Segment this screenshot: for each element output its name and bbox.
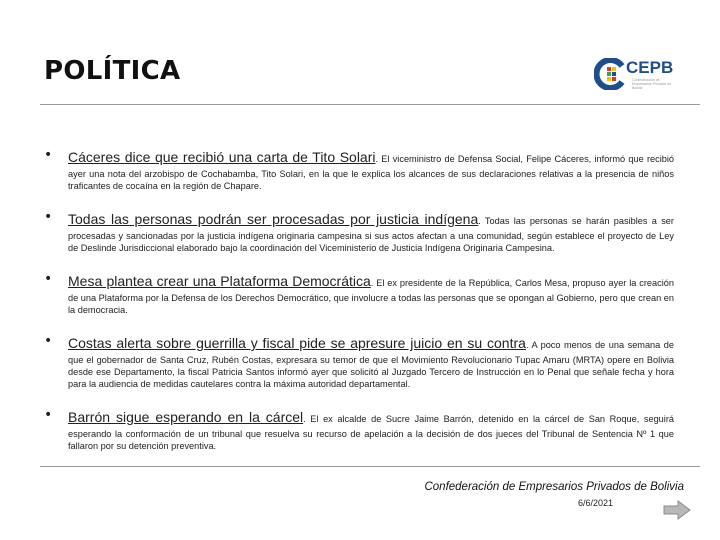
next-slide-arrow-icon[interactable] [662,500,692,520]
news-paragraph [68,332,674,390]
news-item [44,270,674,316]
bullet-icon: • [44,333,53,349]
news-body: . A poco menos de una semana de que el gobernador de Santa Cruz, Rubén Costas, expresara su temor de que el Movimiento Revolucionario Tupac Amaru (MRTA) opere en Bolivia desde ese Departamento, la fiscal Patricia Santos informó ayer que solicitó al Juzgado Tercero de Instrucción en lo Penal que señale fecha y hora para la audiencia de medidas cautelares contra la máxima autoridad departamental. [68,340,674,389]
news-headline-link[interactable]: Todas las personas podrán ser procesadas por justicia indígena [68,211,479,227]
page-title: POLÍTICA [44,56,181,86]
bullet-icon: • [44,147,53,163]
news-body: . El ex presidente de la República, Carlos Mesa, propuso ayer la creación de una Plataforma por la Defensa de los Derechos Democrático, que involucre a todas las personas que se opongan al Gobierno, pero que crean en la democracia. [68,278,674,315]
footer-date: 6/6/2021 [578,498,614,508]
bullet-icon: • [44,209,53,225]
news-headline-link[interactable]: Cáceres dice que recibió una carta de Tito Solari [68,149,376,165]
news-paragraph [68,146,674,192]
news-paragraph [68,406,674,452]
news-item [44,406,674,452]
news-body: . El viceministro de Defensa Social, Felipe Cáceres, informó que recibió ayer una nota del arzobispo de Cochabamba, Tito Solari, en la que le explica los alcances de sus declaraciones relativas a la presencia de niños traficantes de cocaína en la región de Chapare. [68,154,675,191]
news-list [44,146,674,468]
logo-text: CEPB [626,58,674,77]
logo-subtitle: Confederación de Empresarios Privados de Bolivia [632,78,672,90]
news-headline-link[interactable]: Barrón sigue esperando en la cárcel [68,409,304,425]
news-paragraph [68,270,674,316]
news-item [44,208,674,254]
cepb-logo [594,56,676,92]
news-paragraph [68,208,674,254]
header-divider [40,104,700,105]
news-item [44,146,674,192]
footer-divider [40,466,700,467]
news-body: . El ex alcalde de Sucre Jaime Barrón, detenido en la cárcel de San Roque, seguirá esperando la conformación de un tribunal que resuelva su recurso de apelación a la decisión de dos jueces del Tribunal de Sentencia Nº 1 que fallaron por su detención preventiva. [68,414,674,451]
bullet-icon: • [44,271,53,287]
cepb-logo-icon [594,58,626,90]
news-body: . Todas las personas se harán pasibles a ser procesadas y sancionadas por la justicia indígena originaria campesina si sus actos afectan a una comunidad, según establece el proyecto de Ley de Deslinde Jurisdiccional elaborado bajo la coordinación del Viceministerio de Justicia Indígena Originaria Campesina. [68,216,674,253]
footer-organization: Confederación de Empresarios Privados de Bolivia [424,481,684,493]
news-item [44,332,674,390]
news-headline-link[interactable]: Costas alerta sobre guerrilla y fiscal pide se apresure juicio en su contra [68,335,526,351]
news-headline-link[interactable]: Mesa plantea crear una Plataforma Democrática [68,273,371,289]
bullet-icon: • [44,407,53,423]
